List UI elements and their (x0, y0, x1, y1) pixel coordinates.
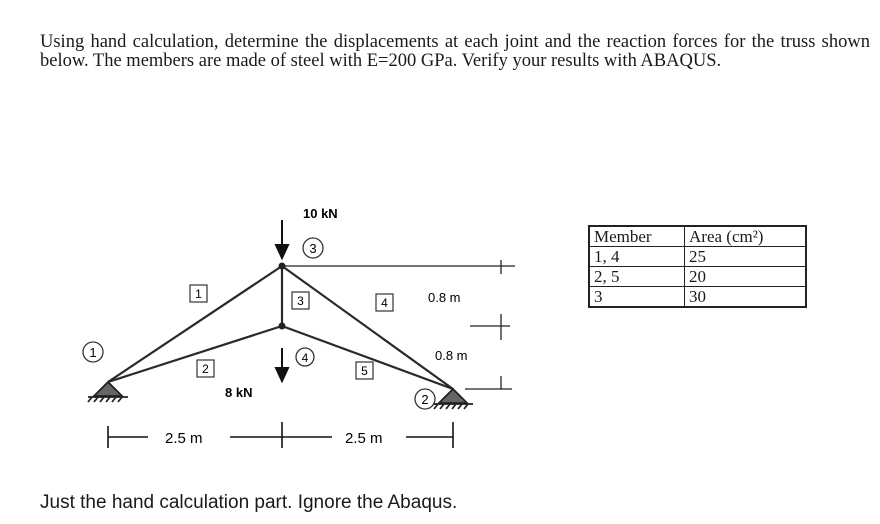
table-row (589, 247, 806, 267)
support-right (433, 389, 473, 409)
problem-statement: Using hand calculation, determine the displacements at each joint and the reaction forces for the truss shown below. The members are made of steel with E=200 GPa. Verify your results with ABAQUS. (40, 31, 870, 71)
member-label-5: 5 (361, 364, 368, 378)
node-label-1: 1 (89, 345, 97, 360)
dim-right-span: 2.5 m (345, 430, 383, 447)
table-cell: 25 (685, 247, 807, 267)
table-cell: 20 (685, 267, 807, 287)
load-label-middle: 8 kN (225, 385, 253, 400)
joint-4 (279, 323, 286, 330)
member-label-1: 1 (195, 287, 202, 301)
member-2 (108, 326, 282, 382)
table-header-area: Area (cm²) (685, 226, 807, 247)
dim-left-span: 2.5 m (165, 430, 203, 447)
table-row (589, 287, 806, 308)
node-label-3: 3 (309, 241, 317, 256)
table-cell: 2, 5 (589, 267, 685, 287)
member-label-2: 2 (202, 362, 209, 376)
dim-lower-height: 0.8 m (435, 348, 468, 363)
table-cell: 3 (589, 287, 685, 308)
user-note: Just the hand calculation part. Ignore the Abaqus. (40, 492, 458, 513)
node-label-4: 4 (301, 351, 309, 365)
load-label-top: 10 kN (303, 206, 338, 221)
table-row (589, 267, 806, 287)
support-left (88, 382, 128, 402)
truss-diagram (60, 190, 520, 470)
member-1 (108, 266, 282, 382)
table-header-member: Member (589, 226, 685, 247)
member-label-4: 4 (381, 296, 388, 310)
member-label-3: 3 (297, 294, 304, 308)
member-area-table (588, 225, 807, 308)
table-header-row (589, 226, 806, 247)
dim-upper-height: 0.8 m (428, 290, 461, 305)
table-cell: 1, 4 (589, 247, 685, 267)
table-cell: 30 (685, 287, 807, 308)
node-label-2: 2 (421, 392, 429, 407)
